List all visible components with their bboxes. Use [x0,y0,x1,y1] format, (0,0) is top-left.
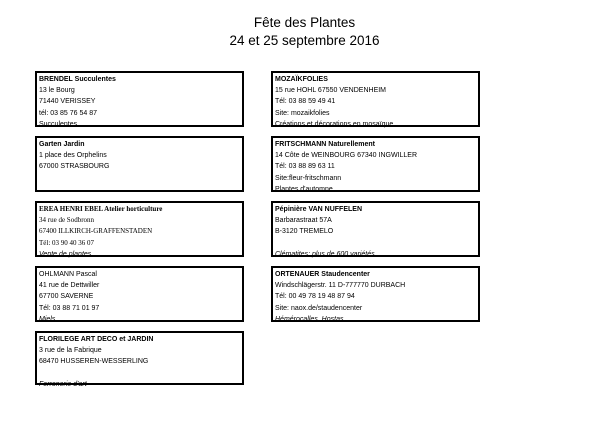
exhibitor-site: Site: mozaikfolies [275,109,330,117]
exhibitor-city: B-3120 TREMELO [275,228,334,236]
exhibitor-phone: Tél: 03 88 71 01 97 [39,304,100,312]
exhibitor-site: Site: naox.de/staudencenter [275,304,363,312]
exhibitor-note: Clématites; plus de 600 variétés [275,250,375,258]
exhibitor-note: Créations et décorations en mosaïque [275,120,394,128]
exhibitor-card-fritschmann [271,136,480,192]
exhibitor-phone: Tél: 03 90 40 36 07 [39,238,95,247]
exhibitor-card-ohlmann [35,266,244,322]
exhibitor-address: 41 rue de Dettwiller [39,282,100,290]
exhibitor-address: 1 place des Orphelins [39,152,107,160]
exhibitor-address: 15 rue HOHL 67550 VENDENHEIM [275,87,387,95]
exhibitor-address: 13 le Bourg [39,87,75,95]
exhibitor-note: Plantes d'automne [275,185,333,193]
exhibitor-note: Succulentes [39,120,78,128]
exhibitor-card-ortenauer [271,266,480,322]
exhibitor-address: 34 rue de Sodbronn [39,216,95,225]
spacer [275,238,476,249]
exhibitor-note: Ferronerie d'art [39,380,87,388]
exhibitor-city: 68470 HUSSEREN-WESSERLING [39,358,149,366]
exhibitor-note: Vente de plantes [39,250,92,258]
exhibitor-address: 3 rue de la Fabrique [39,347,102,355]
exhibitor-city: 67000 STRASBOURG [39,163,110,171]
exhibitor-note: Miels [39,315,56,323]
exhibitor-address: 14 Côte de WEINBOURG 67340 INGWILLER [275,152,417,160]
exhibitor-name: FLORILEGE ART DECO et JARDIN [39,336,154,343]
exhibitor-card-garten [35,136,244,192]
exhibitor-card-vannuffelen [271,201,480,257]
exhibitor-name: Pépinière VAN NUFFELEN [275,206,362,213]
exhibitor-name: OHLMANN Pascal [39,271,97,278]
exhibitor-address: Windschlägerstr. 11 D-777770 DURBACH [275,282,406,290]
exhibitor-name: MOZAÏKFOLIES [275,76,328,83]
exhibitor-phone: tél: 03 85 76 54 87 [39,109,97,117]
exhibitor-card-mozaik [271,71,480,127]
exhibitor-name: ORTENAUER Staudencenter [275,271,370,278]
exhibitor-site: Site:fleur-fritschmann [275,174,342,182]
exhibitor-address: Barbarastraat 57A [275,217,332,225]
exhibitor-card-brendel [35,71,244,127]
exhibitor-card-erea [35,201,244,257]
exhibitor-name: FRITSCHMANN Naturellement [275,141,375,148]
exhibitor-phone: Tél: 03 88 59 49 41 [275,98,336,106]
exhibitor-name: BRENDEL Succulentes [39,76,116,83]
exhibitor-city: 67400 ILLKIRCH-GRAFFENSTADEN [39,227,153,236]
exhibitor-city: 71440 VERISSEY [39,98,96,106]
exhibitor-note: Hémérocalles, Hostas [275,315,344,323]
exhibitor-phone: Tél: 03 88 89 63 11 [275,163,335,171]
exhibitor-card-florilege [35,331,244,388]
exhibitor-phone: Tél: 00 49 78 19 48 87 94 [275,293,355,301]
exhibitor-city: 67700 SAVERNE [39,293,94,301]
page-title: Fête des Plantes [253,15,356,30]
spacer [39,368,240,379]
exhibitor-name: EREA HENRI EBEL Atelier horticulture [39,205,163,213]
page-subtitle: 24 et 25 septembre 2016 [229,33,380,48]
exhibitor-name: Garten Jardin [39,141,85,148]
